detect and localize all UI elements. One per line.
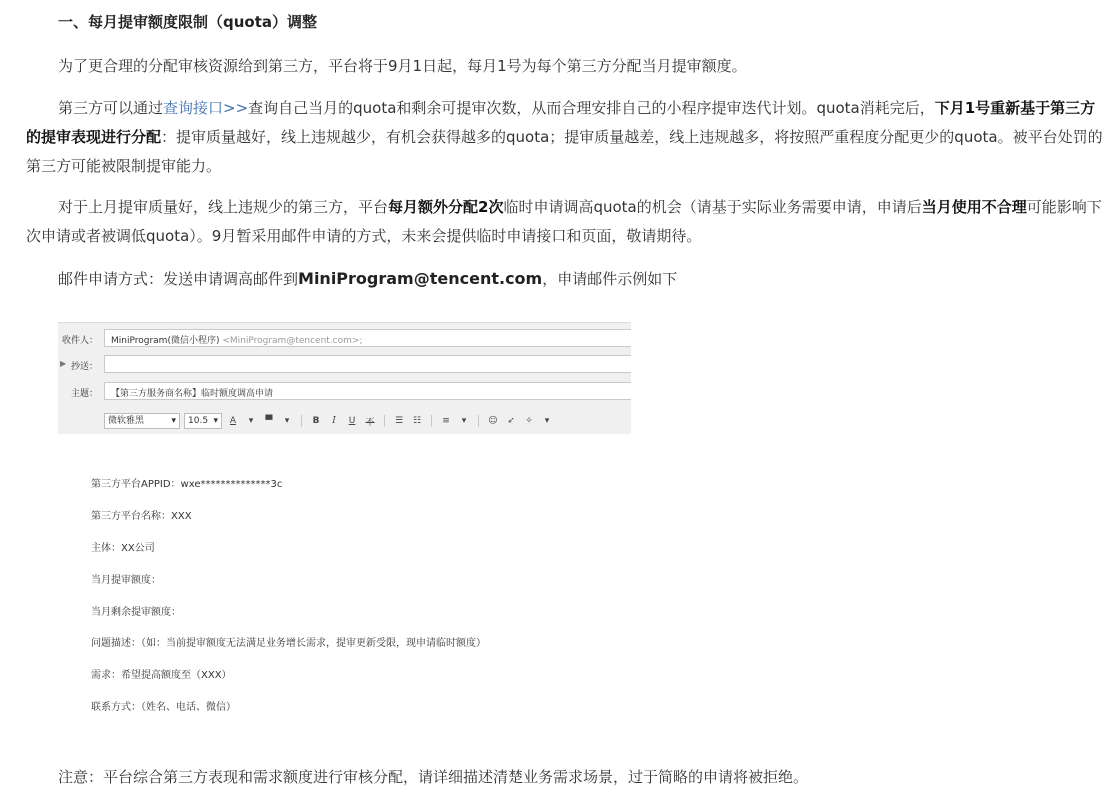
numbered-list-icon: ☷ <box>412 416 422 426</box>
emphasis-text: 下月1号重新基于第三方的提审表现进行分配 <box>26 99 1096 146</box>
font-color-icon: A <box>229 416 237 426</box>
font-family-select <box>104 413 180 429</box>
highlight-color-icon: ▀ <box>265 416 273 426</box>
sample-line-platform-name: 第三方平台名称：XXX <box>91 511 192 522</box>
paragraph-text: 为了更合理的分配审核资源给到第三方，平台将于9月1日起，每月1号为每个第三方分配当月提审额度。 <box>58 57 747 75</box>
chevron-down-icon: ▾ <box>544 416 550 426</box>
paragraph-query-quota <box>26 94 1106 181</box>
sample-line-remaining-quota: 当月剩余提审额度： <box>91 607 181 618</box>
strikethrough-icon: 不 <box>365 417 375 428</box>
sample-line-problem: 问题描述：（如：当前提审额度无法满足业务增长需求，提审更新受限，现申请临时额度） <box>91 638 486 649</box>
chevron-down-icon: ▾ <box>213 416 218 426</box>
paragraph-text: 对于上月提审质量好，线上违规少的第三方，平台 <box>58 198 389 216</box>
emphasis-text: 当月使用不合理 <box>921 198 1027 216</box>
toolbar-divider <box>384 415 385 427</box>
emoji-icon: ☺ <box>488 416 498 426</box>
bold-icon: B <box>312 416 320 426</box>
sample-line-entity: 主体：XX公司 <box>91 543 155 554</box>
subject-field <box>104 382 631 400</box>
paragraph-text: 第三方可以通过 <box>58 99 164 117</box>
email-line-prefix: 邮件申请方式：发送申请调高邮件到 <box>58 270 299 288</box>
subject-value: 【第三方服务商名称】临时额度调高申请 <box>111 389 274 399</box>
paragraph-text: 可能影响下次申请或者被调低quota）。9月暂采用邮件申请的方式，未来会提供临时申请接口和页面，敬请期待。 <box>26 198 1102 245</box>
subject-row <box>58 380 631 402</box>
font-size-value: 10.5 <box>188 416 209 426</box>
toolbar-divider <box>431 415 432 427</box>
font-family-value: 微软雅黑 <box>108 416 145 426</box>
to-row <box>58 327 631 349</box>
sample-line-requirement: 需求：希望提高额度至（XXX） <box>91 670 232 681</box>
chevron-down-icon: ▾ <box>461 416 467 426</box>
email-line-suffix: ，申请邮件示例如下 <box>542 270 678 288</box>
email-address: MiniProgram@tencent.com <box>298 269 543 288</box>
query-api-link[interactable]: 查询接口>> <box>163 99 249 117</box>
cc-row <box>58 353 631 375</box>
magic-wand-icon: ✧ <box>525 416 533 426</box>
editor-toolbar <box>104 411 631 431</box>
sample-line-monthly-quota: 当月提审额度： <box>91 575 161 586</box>
align-icon: ≡ <box>442 416 450 426</box>
email-application-line <box>58 264 677 294</box>
emphasis-text: 每月额外分配2次 <box>388 198 504 216</box>
send-icon: ➶ <box>507 416 515 426</box>
italic-icon: I <box>332 416 336 426</box>
to-field <box>104 329 631 347</box>
cc-field <box>104 355 631 373</box>
chevron-down-icon: ▾ <box>248 416 254 426</box>
section-heading: 一、每月提审额度限制（quota）调整 <box>58 13 318 31</box>
toolbar-divider <box>478 415 479 427</box>
paragraph-extra-quota <box>26 193 1106 251</box>
paragraph-quota-intro <box>26 52 1106 81</box>
cc-label: 抄送： <box>70 362 98 372</box>
font-size-select <box>184 413 222 429</box>
chevron-down-icon: ▾ <box>171 416 176 426</box>
email-compose-image <box>58 322 631 434</box>
cc-expand-icon: ▶ <box>60 359 67 368</box>
chevron-down-icon: ▾ <box>284 416 290 426</box>
sample-line-appid: 第三方平台APPID：wxe**************3c <box>91 479 283 490</box>
underline-icon: U <box>348 416 356 426</box>
note-text: 注意：平台综合第三方表现和需求额度进行审核分配，请详细描述清楚业务需求场景，过于简略的申请将被拒绝。 <box>58 768 809 786</box>
to-name: MiniProgram(微信小程序) <box>111 336 220 346</box>
paragraph-text: 查询自己当月的quota和剩余可提审次数，从而合理安排自己的小程序提审迭代计划。quota消耗完后， <box>248 99 935 117</box>
sample-line-contact: 联系方式：（姓名、电话、微信） <box>91 702 236 713</box>
bullet-list-icon: ☰ <box>394 416 404 426</box>
to-address: <MiniProgram@tencent.com>; <box>222 336 363 346</box>
subject-label: 主题： <box>70 389 98 399</box>
paragraph-text: ：提审质量越好，线上违规越少，有机会获得越多的quota；提审质量越差，线上违规越多，将按照严重程度分配更少的quota。被平台处罚的第三方可能被限制提审能力。 <box>26 128 1103 175</box>
toolbar-divider <box>301 415 302 427</box>
paragraph-text: 临时申请调高quota的机会（请基于实际业务需要申请，申请后 <box>503 198 922 216</box>
to-label: 收件人： <box>61 336 98 346</box>
